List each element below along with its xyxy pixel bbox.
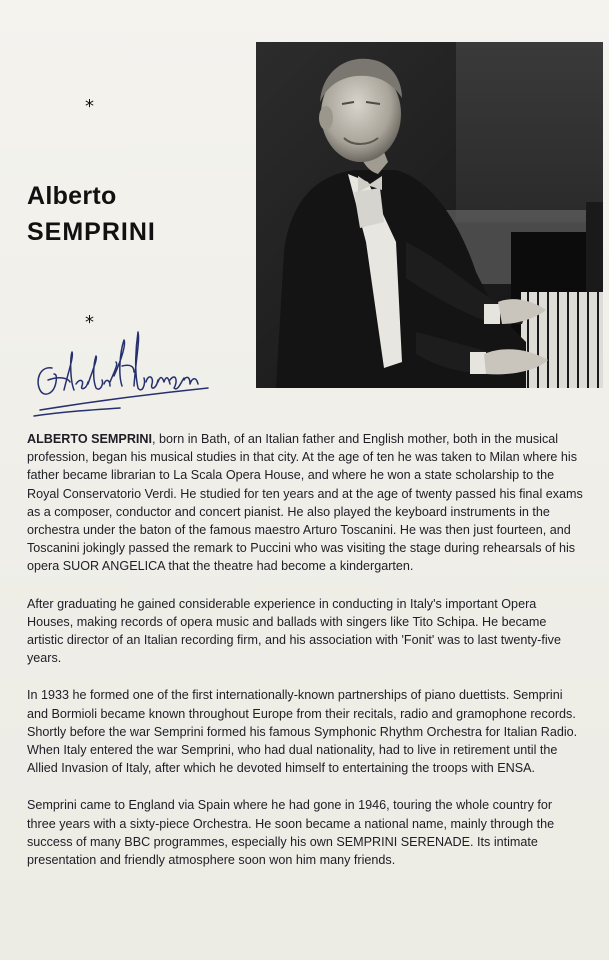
biography-paragraph-4: Semprini came to England via Spain where he had gone in 1946, touring the whole country for three years with a sixty-piece Orchestra. He soon became a national name, mainly through the success of many BBC programmes, especially his own SEMPRINI SERENADE. Its intimate presentation and friendly atmosphere soon won him many friends. — [27, 798, 555, 868]
biography-paragraph-1 — [27, 430, 583, 576]
biography-lead-name: ALBERTO SEMPRINI — [27, 432, 153, 446]
artist-first-name: Alberto — [27, 182, 117, 210]
biography-text — [27, 430, 583, 888]
pianist-at-piano-photo — [256, 42, 603, 388]
biography-paragraph-3: In 1933 he formed one of the first internationally-known partnerships of piano duettists. Semprini and Bormioli became known throughout Europe from their recitals, radio and gramophone records. Shortly before the war Semprini formed his famous Symphonic Rhythm Orchestra for Italian Radio. When Italy entered the war Semprini, who had dual nationality, had to live in retirement until the Allied Invasion of Italy, after which he devoted himself to entertaining the troops with ENSA. — [27, 688, 578, 776]
biography-paragraph-1-text: , born in Bath, of an Italian father and English mother, both in the musical profession, began his musical studies in that city. At the age of ten he was taken to Milan where his father became librarian to La Scala Opera House, and where he won a state scholarship to the Royal Conservatorio Verdi. He studied for ten years and at the age of twenty passed his final exams as a composer, conductor and concert pianist. He also played the keyboard instruments in the orchestra under the baton of the famous maestro Arturo Toscanini. He was then just fourteen, and Toscanini jokingly passed the remark to Puccini who was visiting the stage during rehearsals of his opera SUOR ANGELICA that the theatre had become a kindergarten. — [27, 432, 583, 574]
star-ornament-lower: * — [85, 312, 94, 333]
biography-paragraph-2: After graduating he gained considerable experience in conducting in Italy's important Opera Houses, making records of opera music and ballads with singers like Tito Schipa. He became artistic director of an Italian recording firm, and his association with 'Fonit' was to last twenty-five years. — [27, 596, 561, 666]
handwritten-signature — [30, 318, 220, 423]
star-ornament-top: * — [85, 96, 94, 117]
artist-surname: SEMPRINI — [27, 218, 156, 246]
